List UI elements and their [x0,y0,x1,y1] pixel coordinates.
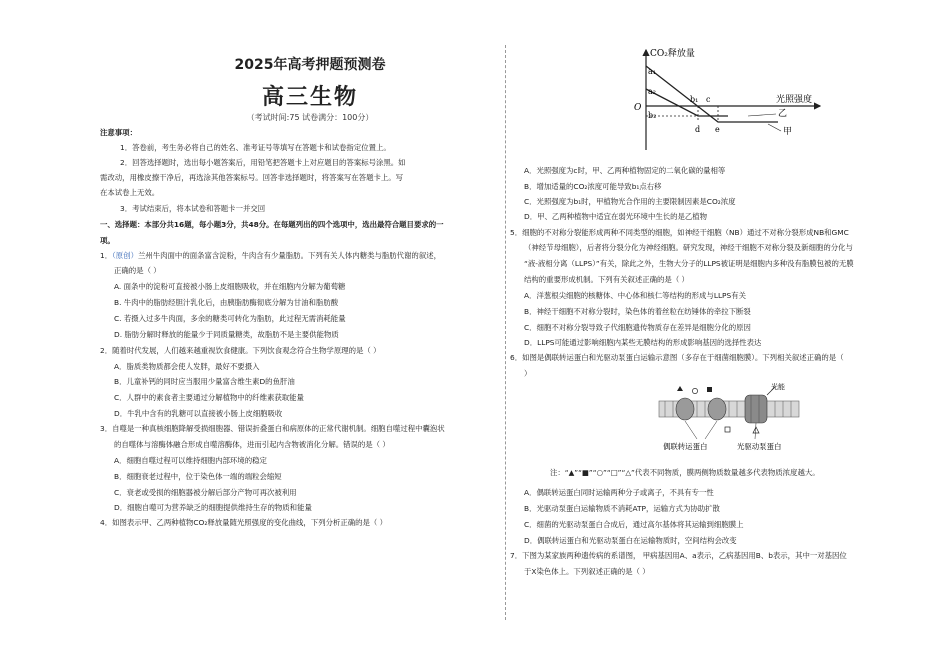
section1-line1: 一、选择题：本部分共16题，每小题3分，共48分。在每题列出的四个选项中，选出最符合题目要求的一 [100,220,444,229]
q1-stem-b: 正确的是（ ） [114,266,161,275]
label-a2: a₂ [648,87,656,96]
label-e: e [715,125,720,134]
curve-yi [646,89,728,116]
q6-option-c: C．细菌的光驱动泵蛋白合成后，通过高尔基体将其运输到细胞膜上 [524,520,744,529]
fig-label-coupled: 偶联转运蛋白 [663,442,708,451]
q5-stem-c: “液-液相分离（LLPS）”有关，除此之外，生物大分子的LLPS被证明是细胞内多种没有脂膜包被的无膜 [524,259,854,268]
label-d: d [695,125,701,134]
circle-hollow-icon [692,388,697,393]
q4-option-d: D．甲、乙两种植物中适宜在弱光环境中生长的是乙植物 [524,212,708,221]
note-1: 1．答卷前，考生务必将自己的姓名、准考证号等填写在答题卡和试卷指定位置上。 [120,143,391,152]
q6-option-a: A．偶联转运蛋白同时运输两种分子或离子，不具有专一性 [524,488,714,497]
q3-stem-b: 的自噬体与溶酶体融合形成自噬溶酶体，进而引起内含物被消化分解。错误的是（ ） [114,440,390,449]
q7-stem-a: 7．下图为某家族两种遗传病的系谱图， 甲病基因用A、a表示，乙病基因用B、b表示，其中一对基因位 [510,551,847,560]
note-3: 3．考试结束后，将本试卷和答题卡一并交回 [120,204,266,213]
q5-option-c: C．细胞不对称分裂导致子代细胞遗传物质存在差异是细胞分化的原因 [524,323,751,332]
yi-pointer [748,114,776,116]
q6-figure-note: 注：“▲”“■”“○”“□”“△”代表不同物质，膜两侧物质数量越多代表物质浓度越大。 [550,468,820,477]
triangle-solid-icon [677,386,683,391]
exam-title: 2025年高考押题预测卷 [234,57,386,73]
curve-yi-label: 乙 [778,109,788,119]
label-b2: b₂ [648,111,657,120]
q6-option-b: B．光驱动泵蛋白运输物质不消耗ATP，运输方式为协助扩散 [524,504,720,513]
q1-source-tag: （原创） [112,251,138,260]
q4-stem: 4．如图表示甲、乙两种植物CO₂释放量随光照强度的变化曲线，下列分析正确的是（ ） [100,518,388,527]
q3-stem-a: 3．自噬是一种真核细胞降解受损细胞器、错误折叠蛋白和病原体的正常代谢机制。细胞自噬过程中囊泡状 [100,424,445,433]
label-c: c [706,95,711,104]
q1-number: 1． [100,251,113,260]
q6-membrane-figure [655,383,810,455]
q3-option-c: C．衰老或受损的细胞器被分解后部分产物可再次被利用 [114,488,297,497]
triangle-hollow-icon [753,427,759,433]
y-axis-label: CO₂释放量 [650,49,695,59]
q5-option-b: B．神经干细胞不对称分裂时，染色体的着丝粒在纺锤体的牵拉下断裂 [524,307,751,316]
q1-stem-a: 兰州牛肉面中的面条富含淀粉，牛肉含有少量脂肪。下列有关人体内糖类与脂肪代谢的叙述， [137,251,441,260]
jia-pointer [768,124,781,131]
q6-stem-b: ） [524,369,532,378]
coupled-transporter-2 [708,398,726,420]
left-column [100,0,520,672]
q1-stem [100,251,441,261]
q4-option-c: C．光照强度为b₁时，甲植物光合作用的主要限制因素是CO₂浓度 [524,197,736,206]
coupled-transporter-1 [676,398,694,420]
square-hollow-icon [725,427,730,432]
q5-option-d: D．LLPS可能通过影响细胞内某些无膜结构的形成影响基因的选择性表达 [524,338,762,347]
q5-stem-b: （神经节母细胞），后者将分裂分化为神经细胞。研究发现，神经干细胞不对称分裂及新细胞的分化与 [524,243,853,252]
origin-label: O [634,103,642,113]
q4-co2-light-chart [628,44,828,156]
q2-stem: 2．随着时代发展，人们越来越重视饮食健康。下列饮食观念符合生物学原理的是（ ） [100,346,381,355]
q1-option-b: B. 牛肉中的脂肪经胆汁乳化后，由胰脂肪酶彻底分解为甘油和脂肪酸 [114,298,339,307]
q6-stem-a: 6．如图是偶联转运蛋白和光驱动泵蛋白运输示意图（多存在于细菌细胞膜）。下列相关叙述正确的是（ [510,353,844,362]
q5-stem-d: 结构的重要形成机制。下列有关叙述正确的是（ ） [524,275,689,284]
subject-title: 高三生物 [261,85,358,110]
section1-line2: 项。 [100,236,115,245]
q2-option-b: B．儿童补钙的同时应当服用少量富含维生素D的鱼肝油 [114,377,295,386]
q5-stem-a: 5．细胞的不对称分裂能形成两种不同类型的细胞，如神经干细胞（NB）通过不对称分裂形成NB和GMC [510,228,849,237]
square-solid-icon [707,387,712,392]
label-a1: a₁ [648,67,656,76]
q6-option-d: D．偶联转运蛋白和光驱动泵蛋白在运输物质时，空间结构会改变 [524,536,737,545]
q3-option-b: B．细胞衰老过程中，位于染色体一端的端粒会缩短 [114,472,282,481]
light-pump [745,395,767,423]
q1-option-d: D. 脂肪分解时释放的能量少于同质量糖类，故脂肪不是主要供能物质 [114,330,339,339]
label-b1: b₁ [690,95,699,104]
note-2b: 需改动，用橡皮擦干净后，再选涂其他答案标号。回答非选择题时，将答案写在答题卡上。写 [100,173,404,182]
q3-option-d: D．细胞自噬可为营养缺乏的细胞提供维持生存的物质和能量 [114,503,312,512]
fig-label-pump: 光驱动泵蛋白 [737,442,782,451]
note-2c: 在本试卷上无效。 [100,188,160,197]
right-column [510,0,880,672]
x-axis-label: 光照强度 [776,95,813,105]
curve-jia-label: 甲 [783,127,793,137]
note-2a: 2．回答选择题时，选出每小题答案后，用铅笔把答题卡上对应题目的答案标号涂黑。如 [120,158,406,167]
q2-option-c: C．人群中的素食者主要通过分解植物中的纤维素获取能量 [114,393,304,402]
curve-jia [646,66,778,122]
q4-option-b: B．增加适量的CO₂浓度可能导致b₁点右移 [524,182,662,191]
q3-option-a: A．细胞自噬过程可以维持细胞内部环境的稳定 [114,456,267,465]
q1-option-c: C. 若摄入过多牛肉面，多余的糖类可转化为脂肪，此过程无需消耗能量 [114,314,346,323]
q2-option-d: D．牛乳中含有的乳糖可以直接被小肠上皮细胞吸收 [114,409,283,418]
notes-title: 注意事项： [100,128,137,137]
q2-option-a: A．脂质类物质都会使人发胖，最好不要摄入 [114,362,260,371]
exam-meta: （考试时间:75 试卷满分：100分） [246,113,374,122]
q5-option-a: A．洋葱根尖细胞的核糖体、中心体和核仁等结构的形成与LLPS有关 [524,291,746,300]
q7-stem-b: 于X染色体上。下列叙述正确的是（ ） [524,567,650,576]
fig-light-label: 光能 [771,383,785,391]
q4-option-a: A．光照强度为c时，甲、乙两种植物固定的二氧化碳的量相等 [524,166,726,175]
q1-option-a: A. 面条中的淀粉可直接被小肠上皮细胞吸收，并在细胞内分解为葡萄糖 [114,282,346,291]
